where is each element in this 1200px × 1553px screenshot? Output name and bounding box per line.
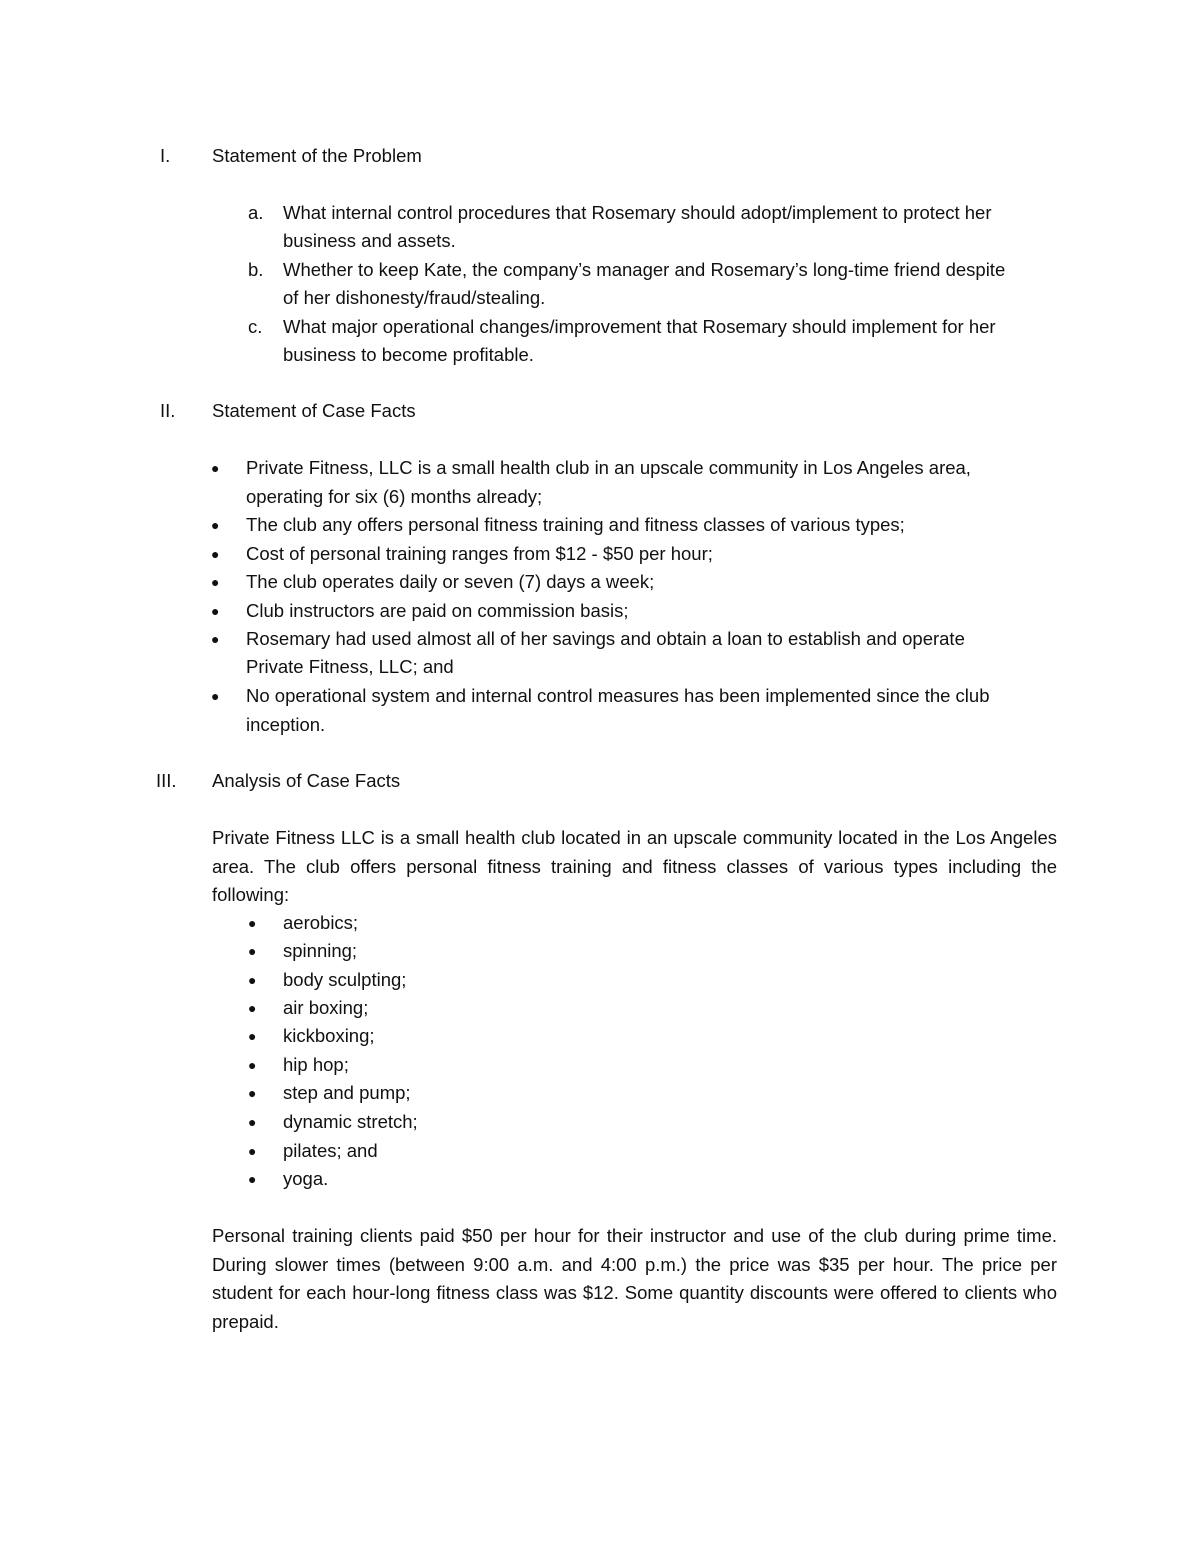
bullet-icon: ●: [211, 603, 220, 619]
fact-text: The club any offers personal fitness training and fitness classes of various types;: [246, 514, 905, 535]
class-item: kickboxing;: [283, 1025, 375, 1046]
problem-letter: b.: [248, 259, 264, 280]
fact-text: No operational system and internal control measures has been implemented since the club: [246, 685, 990, 706]
problem-text: What internal control procedures that Rosemary should adopt/implement to protect her: [283, 202, 992, 223]
section-heading: Statement of Case Facts: [212, 400, 416, 421]
section-heading: Statement of the Problem: [212, 145, 422, 166]
fact-text: operating for six (6) months already;: [246, 486, 543, 507]
bullet-icon: ●: [248, 1171, 257, 1187]
bullet-icon: ●: [248, 1143, 257, 1159]
bullet-icon: ●: [211, 517, 220, 533]
pricing-paragraph: Personal training clients paid $50 per hour for their instructor and use of the club during prime time. During slower times (between 9:00 a.m. and 4:00 p.m.) the price was $35 per hour. The price per student for each hour-long fitness class was $12. Some quantity discounts were offered to clients who prepaid.: [212, 1225, 1057, 1332]
bullet-icon: ●: [248, 915, 257, 931]
bullet-icon: ●: [211, 574, 220, 590]
bullet-icon: ●: [248, 1085, 257, 1101]
bullet-icon: ●: [211, 688, 220, 704]
class-item: aerobics;: [283, 912, 359, 933]
fact-text: Rosemary had used almost all of her savings and obtain a loan to establish and operate: [246, 628, 965, 649]
problem-letter: a.: [248, 202, 264, 223]
problem-text: Whether to keep Kate, the company’s manager and Rosemary’s long-time friend despite: [283, 259, 1006, 280]
class-item: air boxing;: [283, 997, 369, 1018]
class-item: dynamic stretch;: [283, 1111, 418, 1132]
section-heading: Analysis of Case Facts: [212, 770, 401, 791]
bullet-icon: ●: [248, 972, 257, 988]
class-item: hip hop;: [283, 1054, 349, 1075]
problem-text: business to become profitable.: [283, 344, 534, 365]
bullet-icon: ●: [211, 460, 220, 476]
bullet-icon: ●: [248, 1000, 257, 1016]
problem-text: What major operational changes/improvement that Rosemary should implement for her: [283, 316, 996, 337]
analysis-intro-paragraph: Private Fitness LLC is a small health club located in an upscale community located in the Los Angeles area. The club offers personal fitness training and fitness classes of various types including the following:: [212, 827, 1057, 905]
problem-text: business and assets.: [283, 230, 456, 251]
fact-text: Cost of personal training ranges from $12 - $50 per hour;: [246, 543, 713, 564]
bullet-icon: ●: [248, 1114, 257, 1130]
class-item: yoga.: [283, 1168, 329, 1189]
bullet-icon: ●: [248, 1028, 257, 1044]
class-item: body sculpting;: [283, 969, 407, 990]
problem-text: of her dishonesty/fraud/stealing.: [283, 287, 546, 308]
section-numeral: III.: [156, 770, 177, 791]
fact-text: The club operates daily or seven (7) days a week;: [246, 571, 655, 592]
section-numeral: I.: [160, 145, 171, 166]
class-item: pilates; and: [283, 1140, 378, 1161]
class-item: step and pump;: [283, 1082, 411, 1103]
fact-text: Private Fitness, LLC; and: [246, 656, 454, 677]
fact-text: inception.: [246, 714, 326, 735]
class-item: spinning;: [283, 940, 358, 961]
problem-letter: c.: [248, 316, 263, 337]
bullet-icon: ●: [211, 631, 220, 647]
fact-text: Private Fitness, LLC is a small health club in an upscale community in Los Angeles area,: [246, 457, 971, 478]
section-numeral: II.: [160, 400, 176, 421]
bullet-icon: ●: [211, 546, 220, 562]
bullet-icon: ●: [248, 1057, 257, 1073]
fact-text: Club instructors are paid on commission basis;: [246, 600, 629, 621]
bullet-icon: ●: [248, 943, 257, 959]
